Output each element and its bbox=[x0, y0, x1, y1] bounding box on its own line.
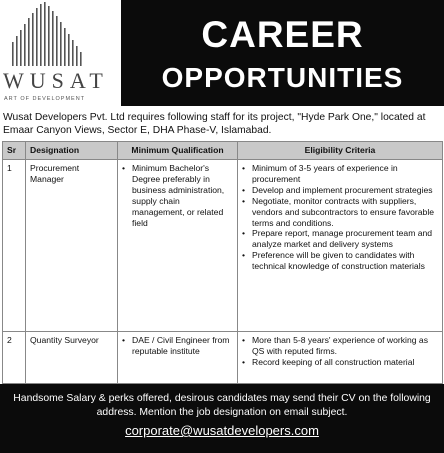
header-designation: Designation bbox=[26, 142, 118, 160]
company-logo bbox=[0, 0, 118, 106]
list-item: • Develop and implement procurement strategies bbox=[242, 185, 438, 196]
cell-qualification bbox=[118, 332, 238, 384]
list-item: • Record keeping of all construction material bbox=[242, 357, 438, 368]
career-banner bbox=[121, 0, 444, 106]
cell-sr: 1 bbox=[3, 160, 26, 332]
logo-wordmark: WUSAT bbox=[3, 68, 109, 93]
header-qualification: Minimum Qualification bbox=[118, 142, 238, 160]
cell-criteria bbox=[238, 160, 443, 332]
cell-criteria bbox=[238, 332, 443, 384]
intro-paragraph: Wusat Developers Pvt. Ltd requires following staff for its project, "Hyde Park One," located at Emaar Canyon Views, Sector E, DHA Phase-V, Islamabad. bbox=[3, 112, 426, 136]
cell-sr: 2 bbox=[3, 332, 26, 384]
list-item: • Negotiate, monitor contracts with suppliers, vendors and subcontractors to ensure favorable terms and conditions. bbox=[242, 196, 438, 229]
banner-title-line1: CAREER bbox=[201, 14, 364, 55]
positions-table bbox=[2, 141, 443, 384]
list-item: • Preference will be given to candidates with technical knowledge of construction materials bbox=[242, 250, 438, 272]
email-link[interactable]: corporate@wusatdevelopers.com bbox=[125, 423, 319, 438]
logo-bars-graphic bbox=[10, 2, 86, 66]
table-row bbox=[3, 160, 443, 332]
contact-footer bbox=[0, 384, 444, 453]
cell-designation: Quantity Surveyor bbox=[26, 332, 118, 384]
banner-title-line2: OPPORTUNITIES bbox=[161, 62, 404, 93]
logo-tagline: ART OF DEVELOPMENT bbox=[4, 96, 86, 102]
list-item: • Minimum of 3-5 years of experience in procurement bbox=[242, 163, 438, 185]
cell-designation: Procurement Manager bbox=[26, 160, 118, 332]
header-criteria: Eligibility Criteria bbox=[238, 142, 443, 160]
list-item: • Minimum Bachelor's Degree preferably in business administration, supply chain management, or related field bbox=[122, 163, 233, 228]
list-item: • Prepare report, manage procurement team and analyze market and delivery systems bbox=[242, 228, 438, 250]
footer-instructions: Handsome Salary & perks offered, desirous candidates may send their CV on the following address. Mention the job designation on email subject. bbox=[13, 393, 431, 418]
list-item: • More than 5-8 years' experience of working as QS with reputed firms. bbox=[242, 335, 438, 357]
cell-qualification bbox=[118, 160, 238, 332]
table-header-row bbox=[3, 142, 443, 160]
header-sr: Sr bbox=[3, 142, 26, 160]
table-row bbox=[3, 332, 443, 384]
list-item: • DAE / Civil Engineer from reputable institute bbox=[122, 335, 233, 357]
